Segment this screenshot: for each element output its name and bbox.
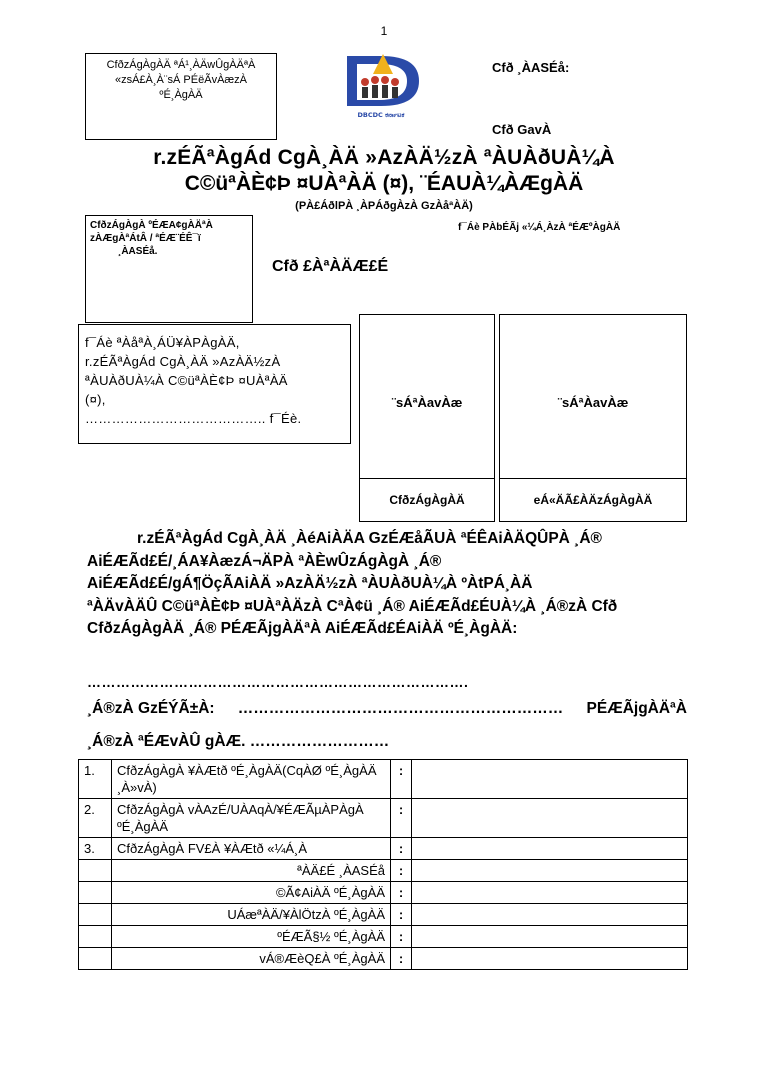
hobli-value[interactable]: [412, 926, 688, 948]
row-colon: :: [391, 882, 412, 904]
full-name-value[interactable]: [412, 760, 688, 799]
father-name-value[interactable]: [412, 799, 688, 838]
table-row: [79, 799, 688, 838]
applicant-photo-box: [359, 314, 495, 522]
addressee-line: ………………………………….. f¯Éè.: [85, 411, 302, 426]
photo-label: ¨sÁªÀavÀæ: [391, 395, 463, 410]
constituency-line: CfðzÁgÀgÀÄ ªÁ¹¸ÀÄwÛgÀÄªÀ: [106, 59, 256, 71]
row-label: ©Ã¢AiÀÄ ºÉ¸ÀgÀÄ: [112, 882, 391, 904]
row-colon: :: [391, 838, 412, 860]
street-value[interactable]: [412, 882, 688, 904]
applicant-details-table: [78, 759, 688, 970]
district-office-note: f¯Áè PÀbÉÃj «¼Á¸ÀzÀ ªÉÆºÀgÀÄ: [458, 222, 621, 233]
phone-box-line: zÀÆgÀªÁtÂ / ªÉÆ¨ÉÊ¯ï: [90, 233, 201, 244]
addressee-line: r.zÉÃªÀgÁd CgÀ¸ÀÄ »AzÀÄ½zÀ: [85, 354, 281, 369]
photo-label: ¨sÁªÀavÀæ: [557, 395, 629, 410]
row-label: ºÉÆÃ§½ ºÉ¸ÀgÀÄ: [112, 926, 391, 948]
application-receipt-label: Cfð GavÀ: [492, 122, 552, 137]
scheme-paragraph: [87, 528, 687, 641]
loan-amount-line[interactable]: ¸Á®zÀ ªÉÆvÀÛ gÀÆ. ………………………: [87, 733, 390, 750]
phone-box-line: CfðzÁgÀgÀ ºÉÆA¢gÀÄªÀ: [90, 220, 213, 231]
phone-number-box: [85, 215, 253, 323]
row-colon: :: [391, 799, 412, 838]
table-row: [79, 760, 688, 799]
guarantor-signature-label: eÁ«ÄÃ£ÀÄzÁgÀgÀÄ: [500, 478, 686, 521]
table-row: [79, 904, 688, 926]
page-number: 1: [380, 24, 388, 38]
loan-purpose-line: [87, 700, 687, 718]
village-value[interactable]: [412, 904, 688, 926]
corporation-logo: [335, 48, 427, 120]
table-row: [79, 860, 688, 882]
taluk-value[interactable]: [412, 948, 688, 970]
application-number-label: Cfð ¸ÀASÉå:: [492, 60, 570, 75]
constituency-line: «zsÁ£À¸À¨sÁ PÉëÃvÀæzÀ: [114, 74, 248, 86]
row-colon: :: [391, 860, 412, 882]
table-row: [79, 926, 688, 948]
house-number-value[interactable]: [412, 860, 688, 882]
requested-label: PÉÆÃjgÀÄªÀ: [586, 700, 687, 717]
paragraph-line: CfðzÁgÀgÀÄ ¸Á® PÉÆÃjgÀÄªÀ AiÉÆÃd£ÉAiÀÄ ºÉ¸ÀgÀÄ:: [87, 620, 518, 637]
table-row: [79, 948, 688, 970]
row-number: 2.: [79, 799, 112, 838]
row-colon: :: [391, 760, 412, 799]
corporation-title-line2: C©üªÀÈ¢Þ ¤UÀªÀÄ (¤), ¨ÉAUÀ¼ÀÆgÀÄ: [184, 172, 584, 195]
addressee-line: f¯Áè ªÀåªÀ¸ÁÜ¥ÀPÀgÀÄ,: [85, 335, 240, 350]
table-row: [79, 882, 688, 904]
row-label: UÁæªÀÄ/¥ÀlÖtzÀ ºÉ¸ÀgÀÄ: [112, 904, 391, 926]
paragraph-line: r.zÉÃªÀgÁd CgÀ¸ÀÄ ¸ÀéAiÀÄA GzÉÆåÃUÀ ªÉÊAiÀÄQÛPÀ ¸Á®: [137, 530, 602, 547]
applicant-signature-label: CfðzÁgÀgÀÄ: [360, 478, 494, 521]
row-colon: :: [391, 904, 412, 926]
phone-box-line: ¸ÀASÉå.: [118, 246, 158, 257]
constituency-line: ºÉ¸ÀgÀÄ: [159, 89, 203, 101]
addressee-line: (¤),: [85, 392, 106, 407]
row-label: CfðzÁgÀgÀ vÀAzÉ/UÀAqÀ/¥ÉÆÃµÀPÀgÀ ºÉ¸ÀgÀÄ: [112, 799, 391, 838]
corporation-subtitle: (PÀ£ÁðlPÀ ¸ÀPÁðgÀzÀ GzÀåªÀÄ): [295, 200, 473, 212]
row-colon: :: [391, 948, 412, 970]
guarantor-photo-box: [499, 314, 687, 522]
addressee-line: ªÀUÀðUÀ¼À C©üªÀÈ¢Þ ¤UÀªÀÄ: [85, 373, 288, 388]
addressee-box: [78, 324, 351, 444]
row-label: CfðzÁgÀgÀ ¥ÀÆtð ºÉ¸ÀgÀÄ(CqÀØ ºÉ¸ÀgÀÄ ¸À»vÀ): [112, 760, 391, 799]
application-form-label: Cfð £ÀªÀÄÆ£É: [272, 258, 389, 275]
row-number: 3.: [79, 838, 112, 860]
row-label: CfðzÁgÀgÀ FV£À ¥ÀÆtð «¼Á¸À: [112, 838, 391, 860]
loan-purpose-label: ¸Á®zÀ GzÉÝÃ±À:: [87, 700, 215, 717]
constituency-box: [85, 53, 277, 140]
corporation-title-line1: r.zÉÃªÀgÁd CgÀ¸ÀÄ »AzÀÄ½zÀ ªÀUÀðUÀ¼À: [153, 146, 615, 169]
logo-graphic: [335, 48, 427, 120]
paragraph-line: AiÉÆÃd£É/¸ÁA¥ÀæzÁ¬ÄPÀ ªÀÈwÛzÁgÀgÀ ¸Á®: [87, 552, 442, 570]
loan-purpose-fill[interactable]: ………………………………………………………: [237, 700, 564, 717]
row-label: ªÀÄ£É ¸ÀASÉå: [112, 860, 391, 882]
scheme-name-fill-line[interactable]: …………………………………………………………………….: [87, 674, 469, 690]
row-label: vÁ®ÆèQ£À ºÉ¸ÀgÀÄ: [112, 948, 391, 970]
table-row: [79, 838, 688, 860]
row-number: 1.: [79, 760, 112, 799]
paragraph-line: AiÉÆÃd£É/gÁ¶ÖçÃAiÀÄ »AzÀÄ½zÀ ªÀUÀðUÀ¼À ºÀtPÁ¸ÀÄ: [87, 575, 533, 592]
address-value[interactable]: [412, 838, 688, 860]
row-colon: :: [391, 926, 412, 948]
paragraph-line: ªÀÄvÀÄÛ C©üªÀÈ¢Þ ¤UÀªÀÄzÀ CªÀ¢ü ¸Á® AiÉÆÃd£ÉUÀ¼À ¸Á®zÀ Cfð: [87, 597, 618, 615]
logo-caption: DBCDC ಕರ್ನಾಟಕ: [357, 111, 405, 119]
